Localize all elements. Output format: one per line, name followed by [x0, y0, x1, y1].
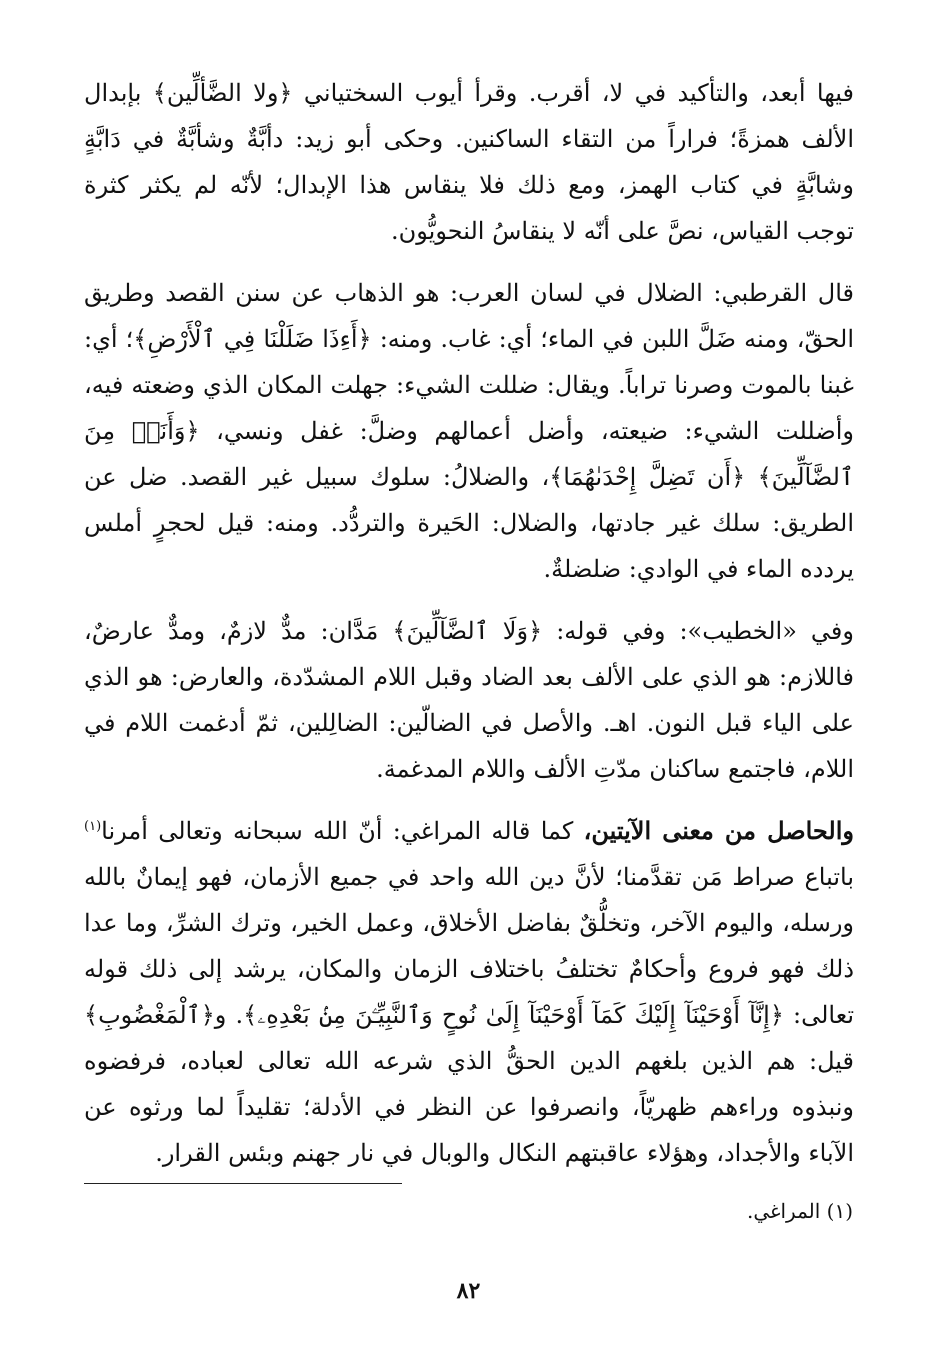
- paragraph-4-text-b: باتباع صراط مَن تقدَّمنا؛ لأنَّ دين الله واحد في جميع الأزمان، فهو إيمانٌ بالله ورسله، واليوم الآخر، وتخلُّقٌ بفاضل الأخلاق، وعمل الخير، وترك الشرِّ، وما عدا ذلك فهو فروع وأحكامٌ تختلفُ باختلاف الزمان والمكان، يرشد إلى ذلك قوله تعالى: ﴿إِنَّآ أَوْحَيْنَآ إِلَيْكَ كَمَآ أَوْحَيْنَآ إِلَىٰ نُوحٍ وَٱلنَّبِيِّـۧنَ مِنۢ بَعْدِهِۦ﴾. و﴿ٱلْمَغْضُوبِ﴾ قيل: هم الذين بلغهم الدين الحقُّ الذي شرعه الله تعالى لعباده، فرفضوه ونبذوه وراءهم ظهريّاً، وانصرفوا عن النظر في الأدلة؛ تقليداً لما ورثوه عن الآباء والأجداد، وهؤلاء عاقبتهم النكال والوبال في نار جهنم وبئس القرار.: [84, 863, 854, 1167]
- page-number: ٨٢: [456, 1278, 481, 1304]
- paragraph-4: [84, 808, 854, 1176]
- paragraph-4-lead: والحاصل من معنى الآيتين،: [583, 816, 854, 845]
- paragraph-2: قال القرطبي: الضلال في لسان العرب: هو الذهاب عن سنن القصد وطريق الحقّ، ومنه ضَلَّ اللبن في الماء؛ أي: غاب. ومنه: ﴿أَءِذَا ضَلَلْنَا فِي ٱلْأَرْضِ﴾؛ أي: غبنا بالموت وصرنا تراباً. ويقال: ضللت الشيء: جهلت المكان الذي وضعته فيه، وأضللت الشيء: ضيعته، وأضل أعمالهم وضلَّ: غفل ونسي، ﴿وَأَنَا۠ مِنَ ٱلضَّآلِّينَ﴾ ﴿أَن تَضِلَّ إِحْدَىٰهُمَا﴾، والضلالُ: سلوك سبيل غير القصد. ضل عن الطريق: سلك غير جادتها، والضلال: الحَيرة والتردُّد. ومنه: قيل لحجرٍ أملس يردده الماء في الوادي: ضلضلةٌ.: [84, 279, 854, 583]
- footnote-separator: [84, 1183, 402, 1184]
- paragraph-4-text-a: كما قاله المراغي: أنّ الله سبحانه وتعالى أمرنا: [101, 817, 584, 845]
- paragraph-3: وفي «الخطيب»: وفي قوله: ﴿وَلَا ٱلضَّآلِّينَ﴾ مَدَّان: مدٌّ لازمٌ، ومدٌّ عارضٌ، فاللازم: هو الذي على الألف بعد الضاد وقبل اللام المشدّدة، والعارض: هو الذي على الياء قبل النون. اهـ. والأصل في الضالّين: الضالِلين، ثمّ أدغمت اللام في اللام، فاجتمع ساكنان مدّتِ الألف واللام المدغمة.: [84, 617, 854, 783]
- footnote: (١) المراغي.: [746, 1199, 853, 1223]
- main-text: [84, 70, 854, 1192]
- footnote-marker: (١): [84, 819, 102, 834]
- paragraph-1: فيها أبعد، والتأكيد في لا، أقرب. وقرأ أيوب السختياني ﴿ولا الضَّألِّين﴾ بإبدال الألف همزةً؛ فراراً من التقاء الساكنين. وحكى أبو زيد: دأبَّةٌ وشأبَّةٌ في دَابَّةٍ وشابَّةٍ في كتاب الهمز، ومع ذلك فلا ينقاس هذا الإبدال؛ لأنّه لم يكثر كثرة توجب القياس، نصَّ على أنّه لا ينقاسُ النحويُّون.: [84, 79, 855, 245]
